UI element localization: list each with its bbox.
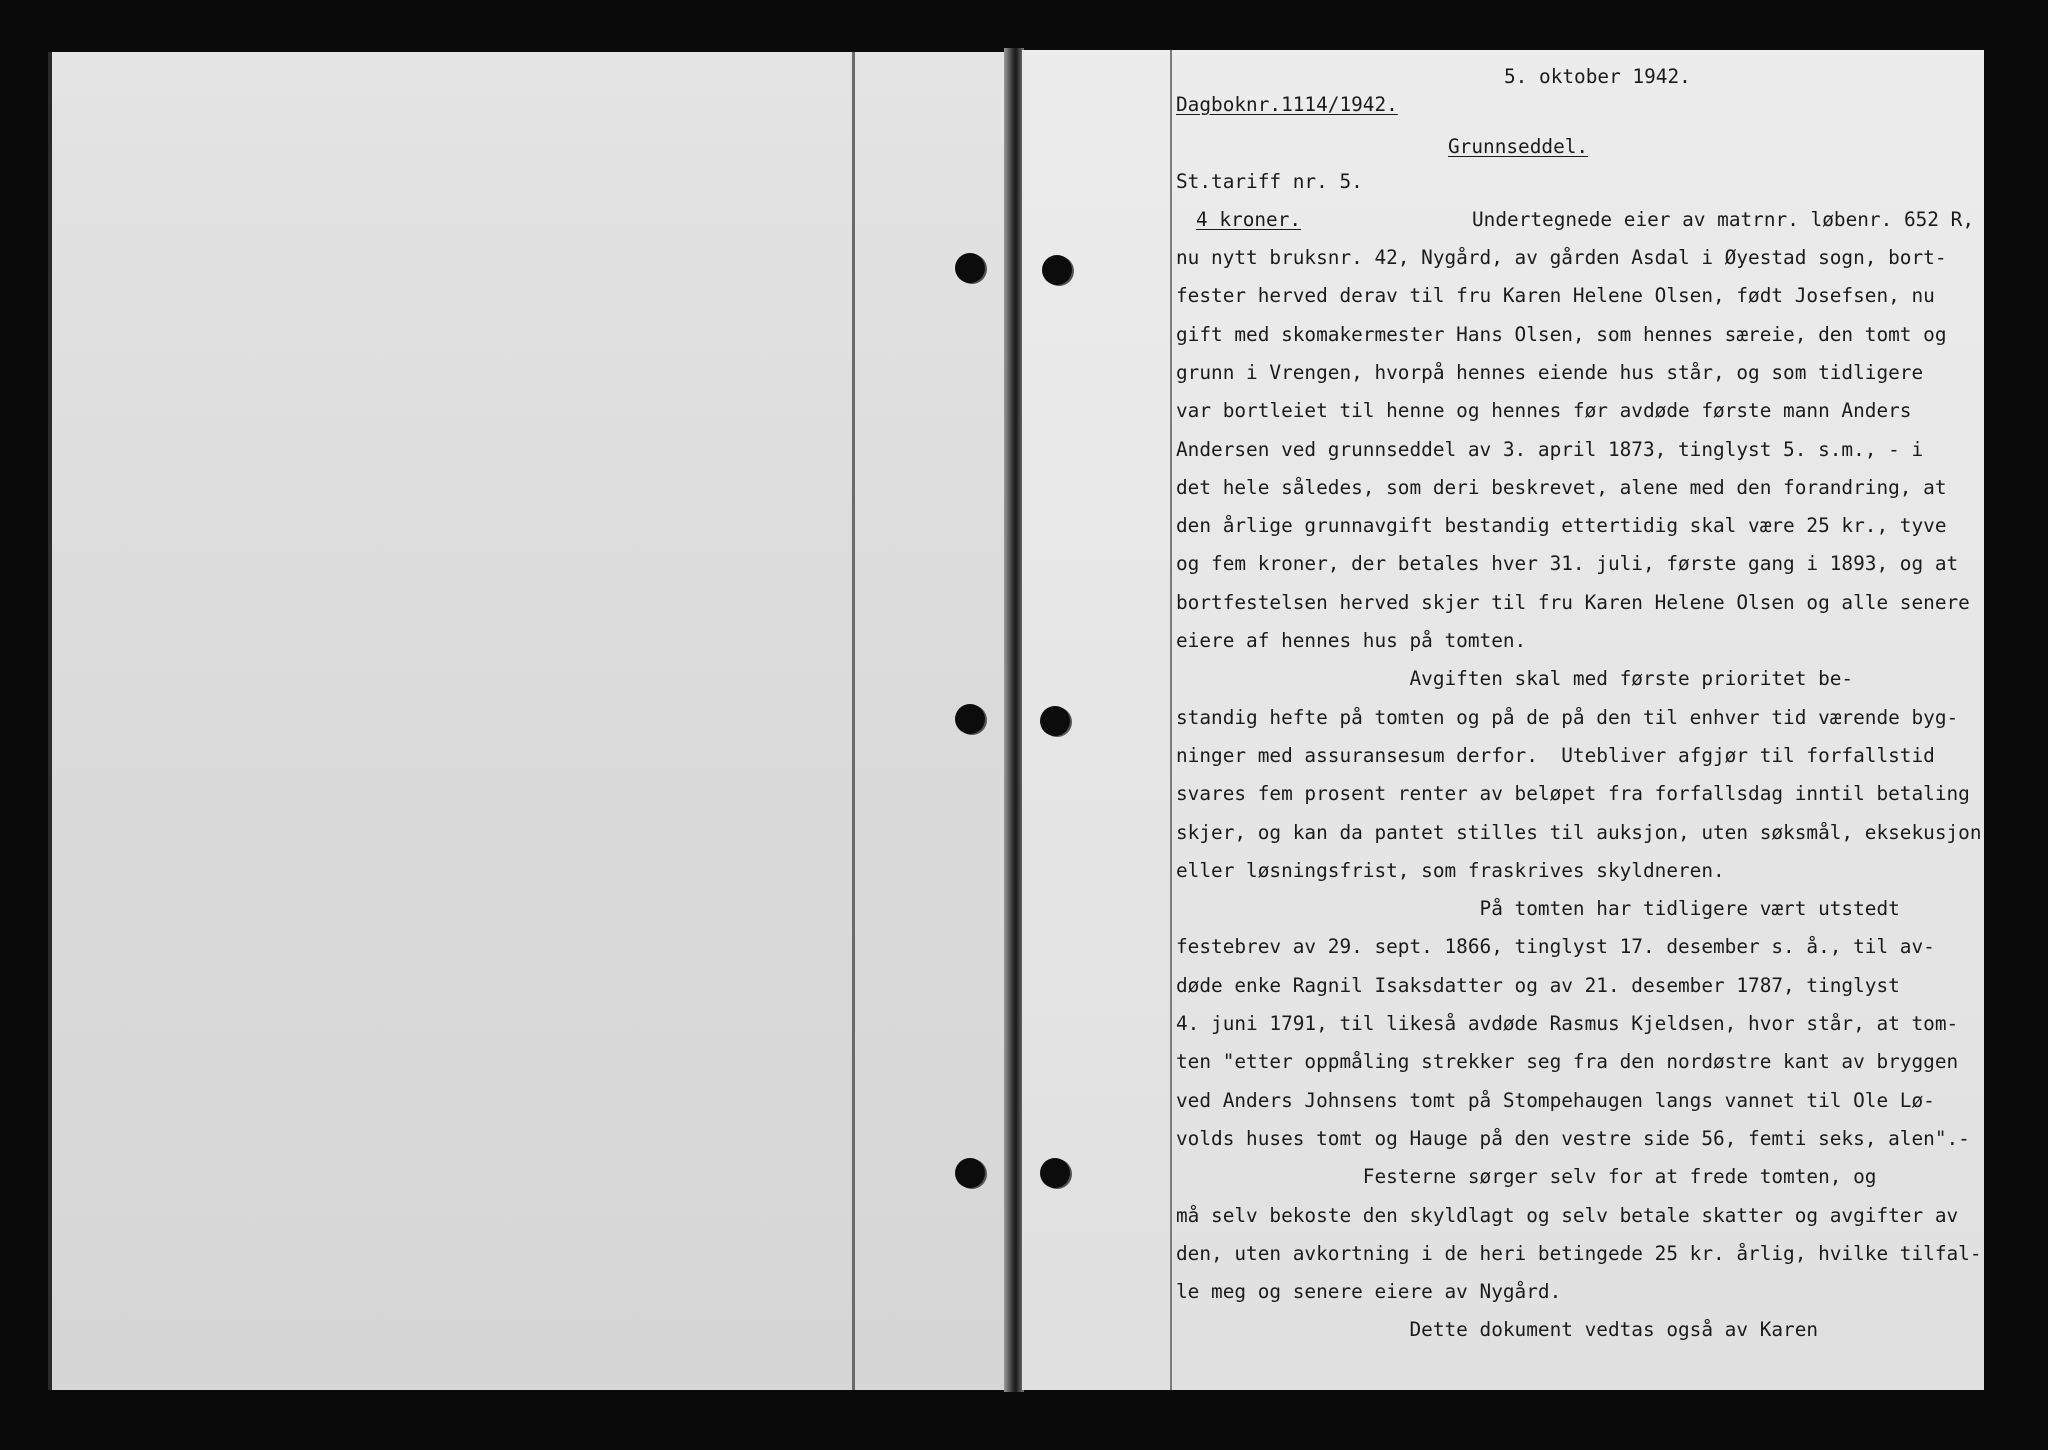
body-line: nu nytt bruksnr. 42, Nygård, av gården Asdal i Øyestad sogn, bort-: [1176, 246, 1947, 269]
fee-amount: 4 kroner.: [1196, 208, 1302, 231]
body-line: le meg og senere eiere av Nygård.: [1176, 1280, 1562, 1304]
body-line: volds huses tomt og Hauge på den vestre side 56, femti seks, alen".-: [1176, 1126, 1970, 1150]
intro-text: Undertegnede eier av matrnr. løbenr. 652 R,: [1472, 208, 1974, 231]
body-line: 4. juni 1791, til likeså avdøde Rasmus Kjeldsen, hvor står, at tom-: [1176, 1012, 1959, 1035]
book-gutter: [1004, 48, 1024, 1392]
punch-hole-right-bottom: [1040, 1158, 1070, 1188]
document-date: 5. oktober 1942.: [1504, 65, 1691, 88]
body-line: og fem kroner, der betales hver 31. juli, første gang i 1893, og at: [1176, 552, 1959, 576]
body-line: svares fem prosent renter av beløpet fra forfallsdag inntil betaling: [1176, 782, 1970, 806]
body-line: eiere af hennes hus på tomten.: [1176, 629, 1527, 652]
body-line: skjer, og kan da pantet stilles til auksjon, uten søksmål, eksekusjon: [1176, 820, 1982, 844]
body-line: må selv bekoste den skyldlagt og selv betale skatter og avgifter av: [1176, 1203, 1959, 1227]
journal-number: Dagboknr.1114/1942.: [1176, 93, 1398, 116]
body-line: det hele således, som deri beskrevet, alene med den forandring, at: [1176, 475, 1947, 499]
left-margin-rule: [852, 52, 855, 1390]
body-line: ten "etter oppmåling strekker seg fra den nordøstre kant av bryggen: [1176, 1050, 1959, 1074]
body-line: grunn i Vrengen, hvorpå hennes eiende hus står, og som tidligere: [1176, 360, 1924, 384]
punch-hole-right-middle: [1040, 706, 1070, 736]
body-line: Dette dokument vedtas også av Karen: [1176, 1318, 1819, 1342]
right-margin-rule: [1170, 50, 1172, 1390]
body-line: standig hefte på tomten og på de på den til enhver tid værende byg-: [1176, 705, 1959, 729]
body-line: eller løsningsfrist, som fraskrives skyldneren.: [1176, 858, 1725, 882]
punch-hole-left-bottom: [955, 1158, 985, 1188]
document-heading: Grunnseddel.: [1448, 135, 1589, 158]
body-line: Avgiften skal med første prioritet be-: [1176, 667, 1854, 691]
left-blank-page: [48, 52, 1012, 1390]
body-line: bortfestelsen herved skjer til fru Karen Helene Olsen og alle senere: [1176, 590, 1970, 614]
body-line: gift med skomakermester Hans Olsen, som hennes særeie, den tomt og: [1176, 322, 1947, 346]
stamp-tariff: St.tariff nr. 5.: [1176, 170, 1363, 193]
body-line: fester herved derav til fru Karen Helene Olsen, født Josefsen, nu: [1176, 284, 1935, 308]
body-line: den, uten avkortning i de heri betingede 25 kr. årlig, hvilke tilfal-: [1176, 1241, 1982, 1265]
body-line: den årlige grunnavgift bestandig ettertidig skal være 25 kr., tyve: [1176, 514, 1947, 538]
body-line: Festerne sørger selv for at frede tomten, og: [1176, 1165, 1877, 1189]
body-line: var bortleiet til henne og hennes før avdøde første mann Anders: [1176, 399, 1912, 423]
body-line: døde enke Ragnil Isaksdatter og av 21. desember 1787, tinglyst: [1176, 973, 1900, 997]
body-line: festebrev av 29. sept. 1866, tinglyst 17. desember s. å., til av-: [1176, 935, 1935, 959]
punch-hole-left-top: [955, 253, 985, 283]
punch-hole-left-middle: [955, 704, 985, 734]
body-line: ved Anders Johnsens tomt på Stompehaugen langs vannet til Ole Lø-: [1176, 1088, 1935, 1112]
body-line: Andersen ved grunnseddel av 3. april 1873, tinglyst 5. s.m., - i: [1176, 437, 1924, 461]
body-line: På tomten har tidligere vært utstedt: [1176, 897, 1900, 921]
body-line: ninger med assuransesum derfor. Utebliver afgjør til forfallstid: [1176, 743, 1935, 767]
punch-hole-right-top: [1042, 255, 1072, 285]
